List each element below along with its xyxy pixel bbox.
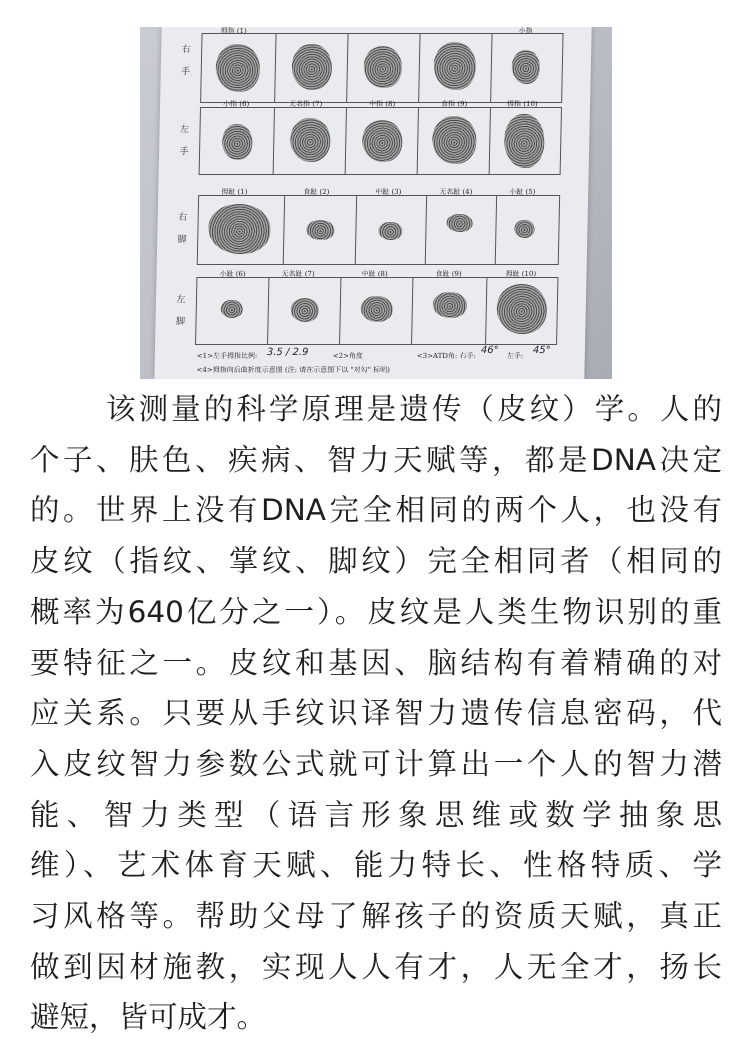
paragraph-line: 避短，皆可成才。: [30, 1000, 267, 1035]
paragraph-line: 的。世界上没有DNA完全相同的两个人，也没有: [30, 493, 722, 528]
print-label: 小趾 (6): [219, 270, 246, 278]
fingerprint-sheet-photo: [140, 27, 612, 379]
row-part: 脚: [177, 235, 187, 245]
fingerprint-grid-right-hand: [200, 27, 563, 103]
footnote-atd-left-label: 左手:: [506, 352, 524, 360]
print-label: 小指: [518, 27, 533, 35]
row-side: 右: [181, 45, 191, 55]
print-cell: [201, 27, 276, 102]
row-side: 左: [176, 295, 186, 305]
row-side: 左: [179, 125, 190, 135]
print-cell: [284, 188, 357, 264]
paragraph-line: 做到因材施教，实现人人有才，人无全才，扬长: [30, 949, 722, 984]
row-label-right-foot: [173, 207, 192, 251]
print-cell: [200, 100, 275, 174]
fingerprint-grid-left-hand: [199, 100, 562, 175]
print-label: 中趾 (3): [375, 188, 402, 196]
print-label: 无名指 (7): [288, 100, 323, 108]
print-cell: [356, 188, 427, 264]
paragraph-line: 能、智力类型（语言形象思维或数学抽象思: [30, 797, 722, 832]
print-label: 小趾 (5): [509, 188, 536, 196]
footnote-thumb-bend: <4>拇指向后曲折度示意图 (注: 请在示意图下以 "对勾" 标明): [196, 366, 390, 374]
print-cell: [346, 100, 419, 174]
print-cell: [268, 270, 341, 344]
print-label: 拇趾 (1): [221, 188, 248, 196]
footnote-angle-label: <2>角度: [332, 352, 364, 360]
print-cell: [347, 34, 420, 102]
print-cell: [196, 270, 269, 344]
row-part: 手: [179, 147, 189, 157]
print-cell: [491, 27, 562, 102]
print-label: 无名趾 (7): [281, 270, 315, 278]
print-cell: [486, 270, 557, 344]
footnote-ratio-value: 3.5 / 2.9: [266, 347, 309, 358]
paragraph-line: 该测量的科学原理是遗传（皮纹）学。人的: [106, 392, 722, 426]
print-cell: [418, 100, 491, 174]
paragraph-line: 皮纹（指纹、掌纹、脚纹）完全相同者（相同的: [30, 544, 722, 579]
paragraph-line: 入皮纹智力参数公式就可计算出一个人的智力潜: [30, 746, 722, 781]
paragraph-line: 要特征之一。皮纹和基因、脑结构有着精确的对: [30, 645, 722, 680]
print-label: 食指 (9): [440, 100, 468, 108]
print-label: 拇指 (10): [506, 100, 538, 108]
print-cell: [426, 188, 497, 264]
fingerprint-sheet: [154, 27, 591, 379]
print-cell: [419, 34, 492, 102]
paragraph-line: 个子、肤色、疾病、智力天赋等，都是DNA决定: [30, 442, 722, 477]
print-label: 中趾 (8): [361, 270, 388, 278]
print-cell: [274, 100, 347, 174]
print-label: 小指 (6): [222, 100, 250, 108]
paragraph-line: 概率为640亿分之一）。皮纹是人类生物识别的重: [30, 594, 722, 629]
print-label: 拇指 (1): [220, 27, 247, 35]
print-cell: [412, 270, 487, 344]
footnote-atd-label: <3>ATD角: 右手:: [416, 352, 476, 360]
atd-right-value: 46°: [480, 345, 499, 356]
row-part: 手: [181, 67, 191, 77]
paragraph-line: 维）、艺术体育天赋、能力特长、性格特质、学: [30, 848, 722, 883]
print-cell: [490, 100, 561, 174]
atd-left-value: 45°: [532, 345, 551, 356]
footnote-ratio-label: <1>左手拇指比例:: [196, 352, 258, 360]
article-paragraph: [30, 384, 722, 1043]
row-side: 右: [178, 213, 188, 223]
print-label: 拇趾 (10): [505, 270, 537, 278]
print-label: 食趾 (2): [303, 188, 330, 196]
print-cell: [340, 270, 413, 344]
print-label: 中指 (8): [368, 100, 396, 108]
print-cell: [496, 188, 559, 264]
paragraph-line: 应关系。只要从手纹识译智力遗传信息密码，代: [30, 696, 722, 731]
print-cell: [198, 188, 285, 264]
fingerprint-grid-right-foot: [197, 188, 560, 265]
paragraph-line: 习风格等。帮助父母了解孩子的资质天赋，真正: [30, 899, 722, 934]
row-label-left-foot: [171, 289, 190, 333]
row-part: 脚: [175, 317, 186, 327]
print-label: 食趾 (9): [435, 270, 462, 278]
row-label-right-hand: [177, 39, 196, 83]
print-cell: [275, 34, 348, 102]
print-label: 无名趾 (4): [439, 188, 473, 196]
fingerprint-grid-left-foot: [195, 270, 558, 345]
row-label-left-hand: [175, 119, 194, 163]
